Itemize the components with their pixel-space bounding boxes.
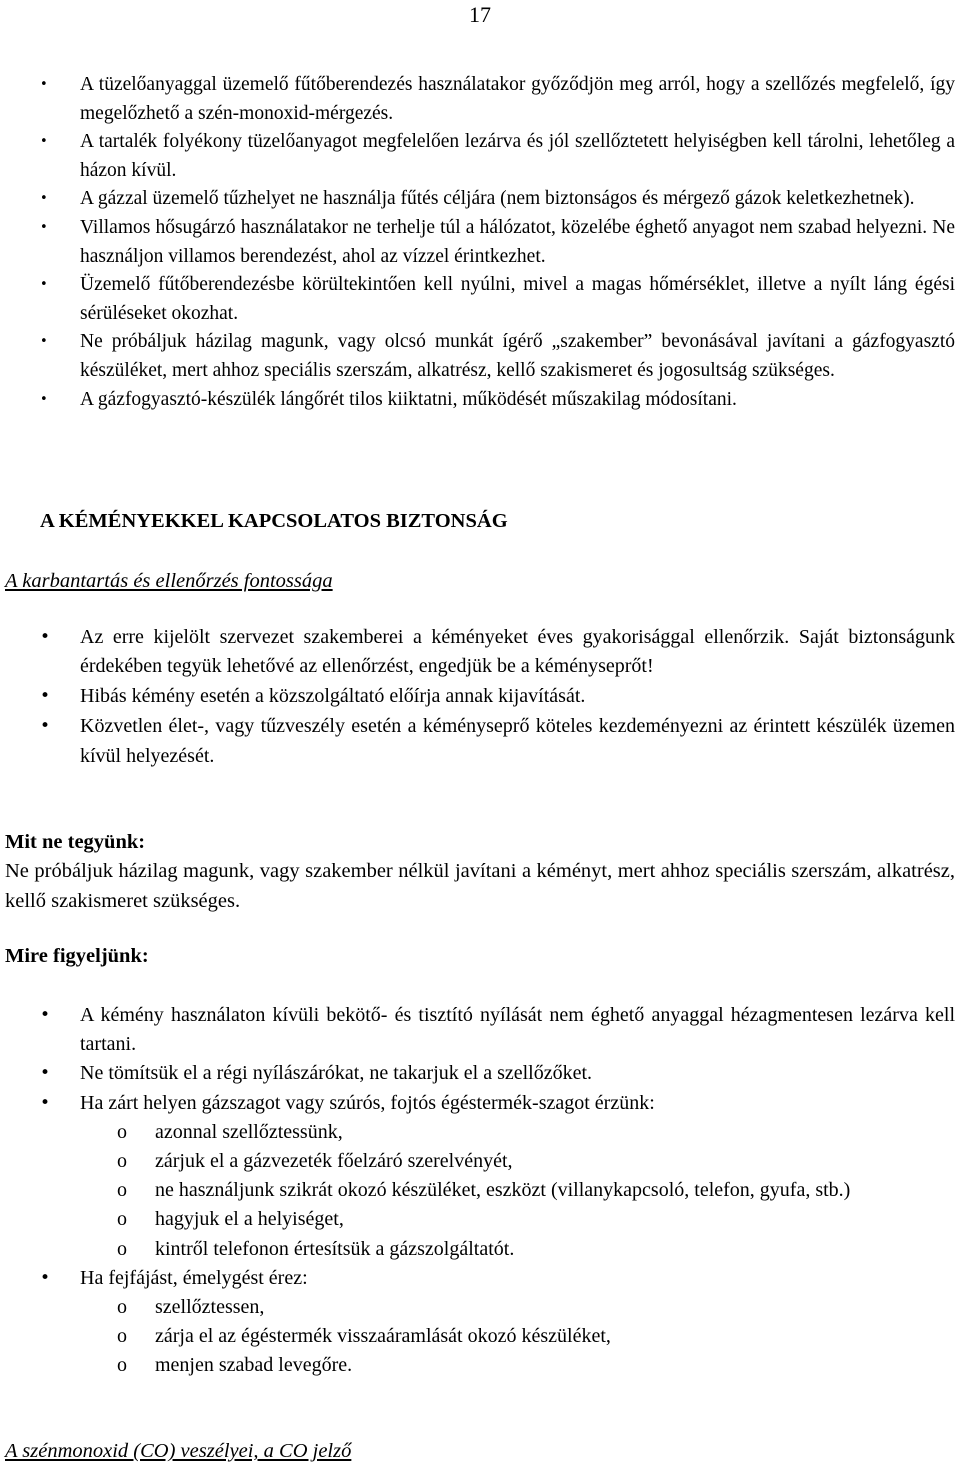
heating-safety-list xyxy=(0,71,960,414)
sub-list-item: o kintről telefonon értesítsük a gázszolgáltatót. xyxy=(80,1235,955,1264)
list-item: • A gázfogyasztó-készülék lángőrét tilos kiiktatni, működését műszakilag módosítani. xyxy=(0,386,960,415)
list-item: • A gázzal üzemelő tűzhelyet ne használja fűtés céljára (nem biztonságos és mérgező gázok keletkezhetnek). xyxy=(0,185,960,214)
sub-list-item: o ne használjunk szikrát okozó készüléket, eszközt (villanykapcsoló, telefon, gyufa, stb.) xyxy=(80,1176,955,1205)
list-item: • Ne tömítsük el a régi nyílászárókat, ne takarjuk el a szellőzőket. xyxy=(0,1059,960,1088)
maintenance-subheading: A karbantartás és ellenőrzés fontossága xyxy=(5,570,333,592)
chimney-safety-heading: A KÉMÉNYEKKEL KAPCSOLATOS BIZTONSÁG xyxy=(40,510,508,532)
list-item: • Ne próbáljuk házilag magunk, vagy olcsó munkát ígérő „szakember” bevonásával javítani a gázfogyasztó készüléket, mert ahhoz speciális szerszám, alkatrész, kellő szakismeret és jogosultság szükséges. xyxy=(0,328,960,385)
list-item-headache xyxy=(0,1264,960,1381)
list-item: • A tartalék folyékony tüzelőanyagot megfelelően lezárva és jól szellőztetett helyiségben kell tárolni, lehetőleg a házon kívül. xyxy=(0,128,960,185)
list-item: • A kémény használaton kívüli bekötő- és tisztító nyílását nem éghető anyaggal hézagmentesen lezárva kell tartani. xyxy=(0,1001,960,1059)
page-number: 17 xyxy=(469,2,491,27)
dont-do-heading: Mit ne tegyünk: xyxy=(5,831,146,853)
list-item: • Az erre kijelölt szervezet szakemberei a kéményeket éves gyakorisággal ellenőrzik. Saját biztonságunk érdekében tegyük lehetővé az ellenőrzést, engedjük be a kéményseprőt! xyxy=(0,623,960,682)
list-item-gas-smell xyxy=(0,1089,960,1264)
gas-smell-steps xyxy=(80,1118,955,1264)
sub-list-item: o menjen szabad levegőre. xyxy=(80,1351,955,1380)
list-item: • Közvetlen élet-, vagy tűzveszély esetén a kéményseprő köteles kezdeményezni az érintett készülék üzemen kívül helyezését. xyxy=(0,712,960,771)
sub-list-item: o azonnal szellőztessünk, xyxy=(80,1118,955,1147)
sub-list-item: o hagyjuk el a helyiséget, xyxy=(80,1205,955,1234)
dont-do-paragraph: Ne próbáljuk házilag magunk, vagy szakember nélkül javítani a kéményt, mert ahhoz speciális szerszám, alkatrész, kellő szakismeret szükséges. xyxy=(5,860,955,912)
sub-list-item: o zárjuk el a gázvezeték főelzáró szerelvényét, xyxy=(80,1147,955,1176)
list-item: • A tüzelőanyaggal üzemelő fűtőberendezés használatakor győződjön meg arról, hogy a szellőzés megfelelő, így megelőzhető a szén-monoxid-mérgezés. xyxy=(0,71,960,128)
list-item: • Villamos hősugárzó használatakor ne terhelje túl a hálózatot, közelébe éghető anyagot nem szabad helyezni. Ne használjon villamos berendezést, ahol az vízzel érintkezhet. xyxy=(0,214,960,271)
chimney-inspection-list xyxy=(0,623,960,771)
gas-smell-lead: Ha zárt helyen gázszagot vagy szúrós, fojtós égéstermék-szagot érzünk: xyxy=(80,1091,655,1114)
co-dangers-subheading: A szénmonoxid (CO) veszélyei, a CO jelző xyxy=(5,1440,352,1462)
sub-list-item: o szellőztessen, xyxy=(80,1293,955,1322)
pay-attention-list xyxy=(0,1001,960,1381)
list-item: • Hibás kémény esetén a közszolgáltató előírja annak kijavítását. xyxy=(0,682,960,711)
pay-attention-heading: Mire figyeljünk: xyxy=(5,945,149,967)
headache-lead: Ha fejfájást, émelygést érez: xyxy=(80,1266,308,1289)
headache-steps xyxy=(80,1293,955,1381)
list-item: • Üzemelő fűtőberendezésbe körültekintően kell nyúlni, mivel a magas hőmérséklet, illetve a nyílt láng égési sérüléseket okozhat. xyxy=(0,271,960,328)
sub-list-item: o zárja el az égéstermék visszaáramlását okozó készüléket, xyxy=(80,1322,955,1351)
